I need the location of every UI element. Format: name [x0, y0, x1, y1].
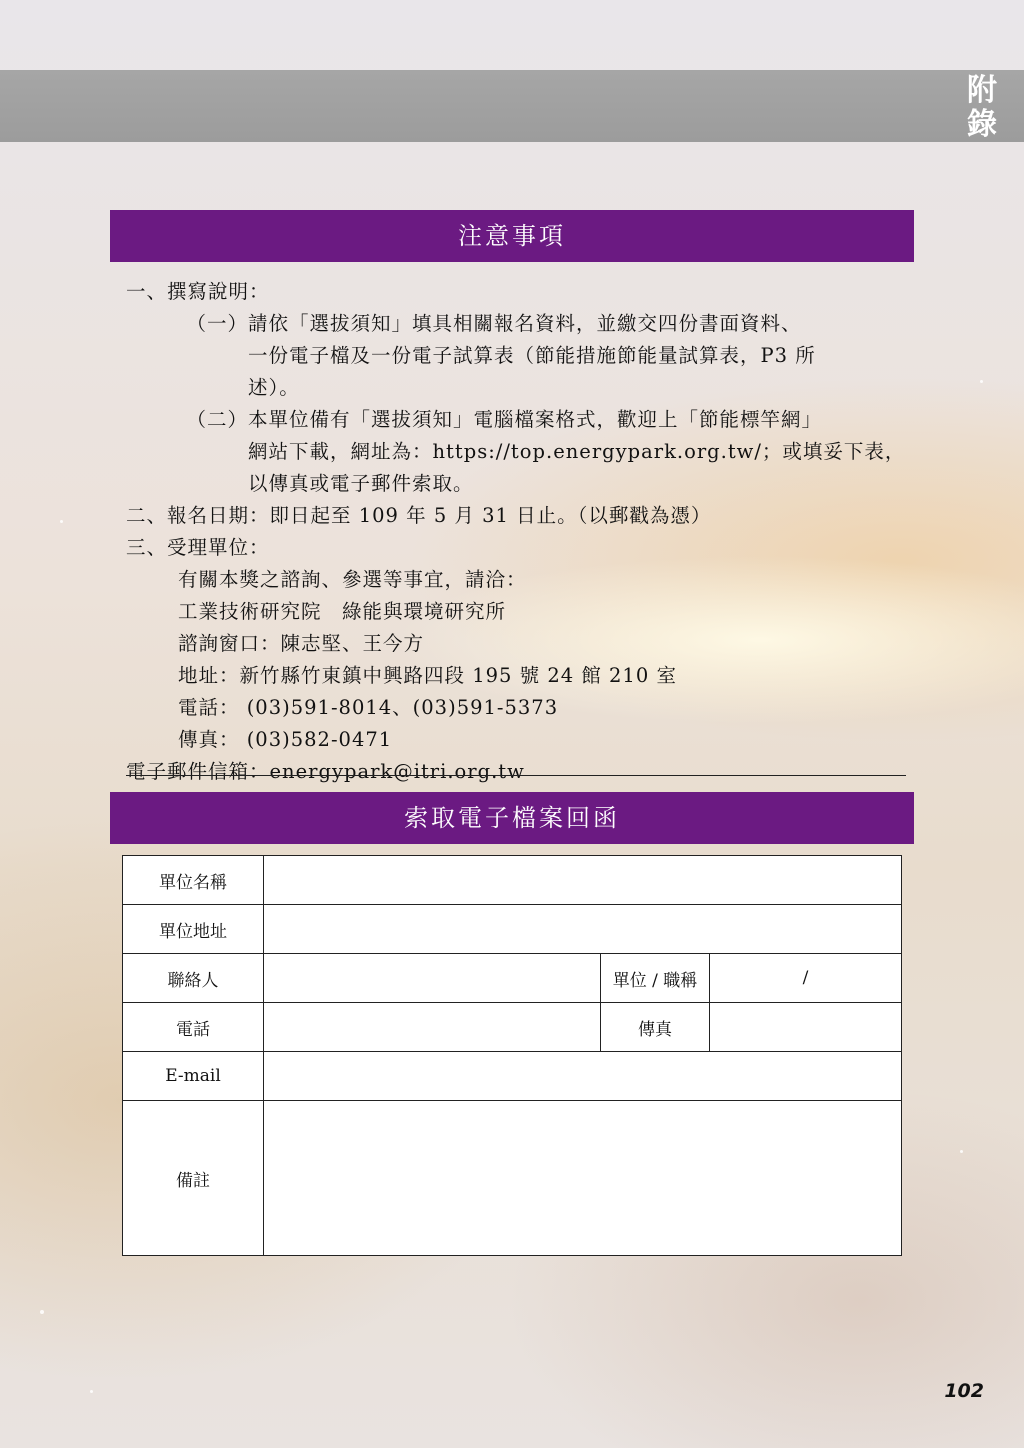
table-row [123, 1101, 902, 1256]
item1-sub2 [126, 404, 916, 500]
item1-sub1-line: 述）。 [248, 376, 300, 399]
table-row [123, 856, 902, 905]
detail-organization: 工業技術研究院 綠能與環境研究所 [178, 600, 507, 623]
table-row [123, 954, 902, 1003]
item1-sub1-line: 一份電子檔及一份電子試算表（節能措施節能量試算表，P3 所 [248, 344, 816, 367]
appendix-tag: 附錄 [967, 73, 997, 142]
fax-field[interactable] [710, 1003, 902, 1052]
detail-fax: 傳真： (03)582-0471 [178, 728, 393, 751]
fax-label: 傳真 [601, 1003, 710, 1052]
unit-address-label: 單位地址 [123, 905, 264, 954]
detail-phone: 電話： (03)591-8014、(03)591-5373 [178, 696, 559, 719]
item1-sub1-label: （一） [186, 312, 248, 335]
sparkle-decoration [980, 380, 983, 383]
unit-name-label: 單位名稱 [123, 856, 264, 905]
reply-form-table [122, 855, 902, 1256]
phone-label: 電話 [123, 1003, 264, 1052]
contact-field[interactable] [264, 954, 601, 1003]
item1-sub1-line: 請依「選拔須知」填具相關報名資料，並繳交四份書面資料、 [248, 312, 802, 335]
sparkle-decoration [60, 520, 63, 523]
item1-sub1 [126, 308, 916, 404]
item1-heading: 一、撰寫說明： [126, 280, 270, 303]
unit-name-field[interactable] [264, 856, 902, 905]
phone-field[interactable] [264, 1003, 601, 1052]
item3-details [126, 564, 916, 756]
reply-form-title-bar: 索取電子檔案回函 [110, 792, 914, 844]
notice-title-bar: 注意事項 [110, 210, 914, 262]
sparkle-decoration [40, 1310, 44, 1314]
sparkle-decoration [90, 1390, 93, 1393]
table-row [123, 1003, 902, 1052]
detail-contacts: 諮詢窗口：陳志堅、王今方 [178, 632, 425, 655]
email-line: 電子郵件信箱：energypark@itri.org.tw [126, 760, 525, 783]
detail-address: 地址：新竹縣竹東鎮中興路四段 195 號 24 館 210 室 [178, 664, 677, 687]
dept-title-label: 單位 / 職稱 [601, 954, 710, 1003]
table-row [123, 905, 902, 954]
item1-sub2-line: 網站下載，網址為：https://top.energypark.org.tw/；或填妥下表， [248, 440, 906, 463]
unit-address-field[interactable] [264, 905, 902, 954]
page-number: 102 [944, 1380, 984, 1402]
remarks-label: 備註 [123, 1101, 264, 1256]
item1-sub2-line: 本單位備有「選拔須知」電腦檔案格式，歡迎上「節能標竿網」 [248, 408, 823, 431]
header-band [0, 70, 1024, 142]
detail-inquiry: 有關本獎之諮詢、參選等事宜，請洽： [178, 568, 527, 591]
item1-sub2-label: （二） [186, 408, 248, 431]
item2-registration-date: 二、報名日期：即日起至 109 年 5 月 31 日止。（以郵戳為憑） [126, 504, 712, 527]
dept-title-field[interactable]: / [710, 954, 902, 1003]
item3-heading: 三、受理單位： [126, 536, 270, 559]
item1-sub2-line: 以傳真或電子郵件索取。 [248, 472, 474, 495]
divider [126, 775, 906, 776]
table-row [123, 1052, 902, 1101]
email-label: E-mail [123, 1052, 264, 1101]
remarks-field[interactable] [264, 1101, 902, 1256]
email-field[interactable] [264, 1052, 902, 1101]
sparkle-decoration [960, 1150, 963, 1153]
notice-content [126, 276, 916, 788]
contact-label: 聯絡人 [123, 954, 264, 1003]
